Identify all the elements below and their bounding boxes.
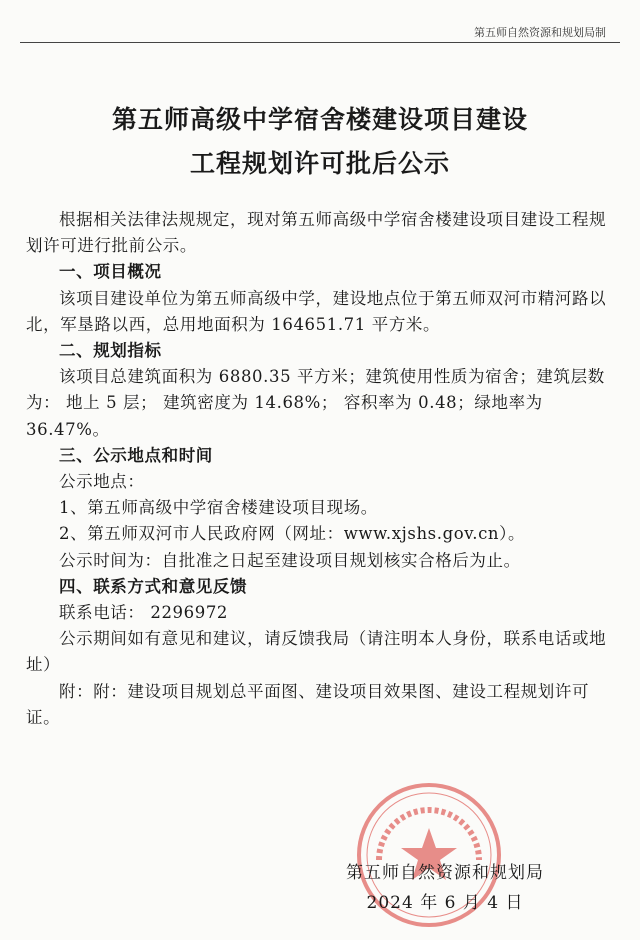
signature-block	[346, 858, 544, 918]
attachments-paragraph: 附：附：建设项目规划总平面图、建设项目效果图、建设工程规划许可证。	[26, 681, 590, 727]
title-line-1: 第五师高级中学宿舍楼建设项目建设	[111, 105, 528, 134]
page-title	[0, 98, 640, 186]
section-heading-overview: 一、项目概况	[59, 262, 162, 282]
overview-paragraph: 该项目建设单位为第五师高级中学，建设地点位于第五师双河市精河路以北，军垦路以西，总用地面积为 164651.71 平方米。	[26, 288, 607, 334]
publicity-place-label: 公示地点：	[59, 472, 145, 492]
publicity-place-1: 1、第五师高级中学宿舍楼建设项目现场。	[59, 498, 378, 518]
title-line-2: 工程规划许可批后公示	[189, 149, 450, 178]
contact-phone: 联系电话： 2296972	[59, 603, 229, 623]
header-note: 第五师自然资源和规划局制	[474, 26, 606, 39]
header-divider	[20, 42, 620, 43]
publicity-place-2: 2、第五师双河市人民政府网（网址：www.xjshs.gov.cn）。	[59, 524, 526, 544]
issue-date: 2024 年 6 月 4 日	[366, 893, 524, 913]
section-heading-contact: 四、联系方式和意见反馈	[59, 576, 248, 596]
feedback-paragraph: 公示期间如有意见和建议，请反馈我局（请注明本人身份，联系电话或地址）	[26, 629, 607, 675]
indicators-paragraph: 该项目总建筑面积为 6880.35 平方米；建筑使用性质为宿舍；建筑层数为： 地上 5 层； 建筑密度为 14.68%； 容积率为 0.48；绿地率为 36.47%。	[26, 367, 605, 439]
intro-paragraph: 根据相关法律法规规定，现对第五师高级中学宿舍楼建设项目建设工程规划许可进行批前公示。	[26, 210, 607, 256]
notice-body	[26, 207, 616, 731]
publicity-time: 公示时间为：自批准之日起至建设项目规划核实合格后为止。	[59, 550, 521, 570]
issuing-organization: 第五师自然资源和规划局	[346, 863, 544, 883]
section-heading-indicators: 二、规划指标	[59, 341, 162, 361]
section-heading-publicity: 三、公示地点和时间	[59, 445, 213, 465]
